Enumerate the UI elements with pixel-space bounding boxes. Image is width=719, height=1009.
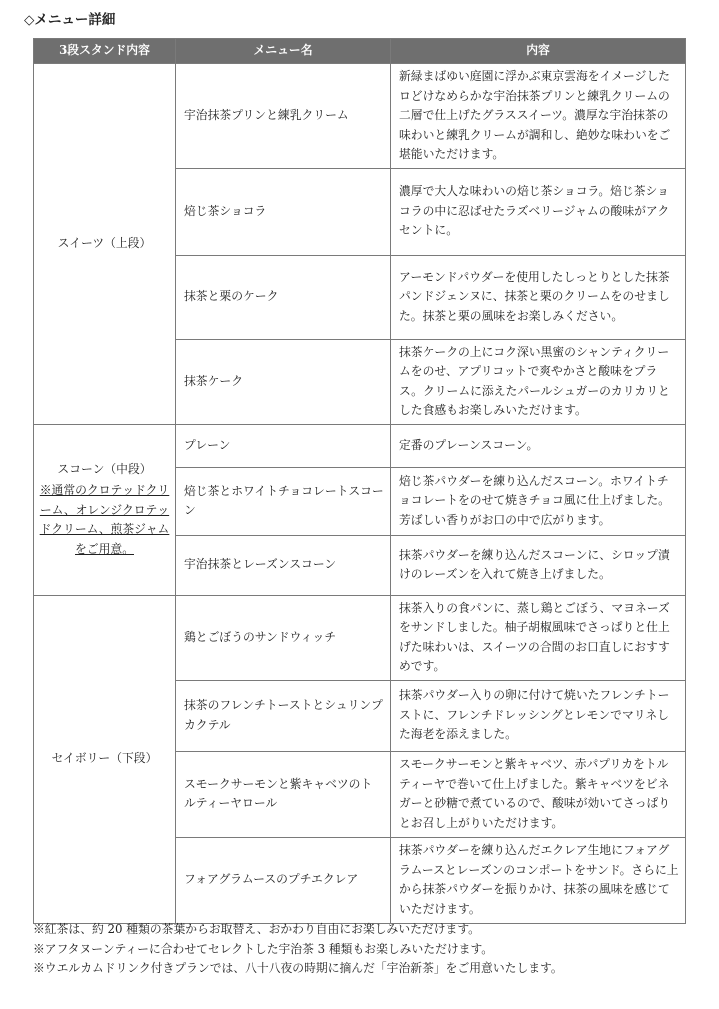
footnotes [33, 920, 693, 979]
menu-description-cell: 抹茶入りの食パンに、蒸し鶏とごぼう、マヨネーズをサンドしました。柚子胡椒風味でさっぱりと仕上げた味わいは、スイーツの合間のお口直しにおすすめです。 [391, 595, 686, 680]
menu-name-cell: 焙じ茶ショコラ [176, 168, 391, 255]
column-header-menu-name: メニュー名 [176, 39, 391, 64]
category-cell-savory [34, 595, 176, 923]
menu-description-cell: 定番のプレーンスコーン。 [391, 424, 686, 467]
menu-name-cell: 宇治抹茶プリンと練乳クリーム [176, 64, 391, 169]
menu-description-cell: 新緑まばゆい庭園に浮かぶ東京雲海をイメージしたロどけなめらかな宇治抹茶プリンと練乳クリームの二層で仕上げたグラススイーツ。濃厚な宇治抹茶の味わいと練乳クリームが調和し、絶妙な味わいをご堪能いただけます。 [391, 64, 686, 169]
menu-description-cell: 焙じ茶パウダーを練り込んだスコーン。ホワイトチョコレートをのせて焼きチョコ風に仕上げました。芳ばしい香りがお口の中で広がります。 [391, 467, 686, 535]
menu-name-cell: フォアグラムースのプチエクレア [176, 837, 391, 923]
menu-description-cell: 抹茶ケークの上にコク深い黒蜜のシャンティクリームをのせ、アプリコットで爽やかさと酸味をプラス。クリームに添えたパールシュガーのカリカリとした食感もお楽しみいただけます。 [391, 339, 686, 424]
category-label: スイーツ（上段） [57, 236, 152, 250]
table-row [34, 595, 686, 680]
category-note: ※通常のクロテッドクリーム、オレンジクロテッドクリーム、煎茶ジャムをご用意。 [39, 483, 170, 556]
table-row [34, 424, 686, 467]
menu-name-cell: 宇治抹茶とレーズンスコーン [176, 535, 391, 595]
menu-description-cell: スモークサーモンと紫キャベツ、赤パプリカをトルティーヤで巻いて仕上げました。紫キャベツをビネガーと砂糖で煮ているので、酸味が効いてさっぱりとお召し上がりいただけます。 [391, 751, 686, 837]
table-row [34, 64, 686, 169]
menu-description-cell: アーモンドパウダーを使用したしっとりとした抹茶パンドジェンヌに、抹茶と栗のクリームをのせました。抹茶と栗の風味をお楽しみください。 [391, 255, 686, 339]
footnote: ※紅茶は、約 20 種類の茶葉からお取替え、おかわり自由にお楽しみいただけます。 [33, 922, 480, 936]
menu-name-cell: 抹茶と栗のケーク [176, 255, 391, 339]
category-cell-sweets [34, 64, 176, 425]
menu-name-cell: プレーン [176, 424, 391, 467]
menu-name-cell: 焙じ茶とホワイトチョコレートスコーン [176, 467, 391, 535]
menu-description-cell: 濃厚で大人な味わいの焙じ茶ショコラ。焙じ茶ショコラの中に忍ばせたラズベリージャムの酸味がアクセントに。 [391, 168, 686, 255]
menu-description-cell: 抹茶パウダー入りの卵に付けて焼いたフレンチトーストに、フレンチドレッシングとレモンでマリネした海老を添えました。 [391, 680, 686, 751]
page-heading: ◇メニュー詳細 [24, 12, 116, 28]
footnote: ※アフタヌーンティーに合わせてセレクトした宇治茶 3 種類もお楽しみいただけます。 [33, 941, 494, 956]
menu-name-cell: スモークサーモンと紫キャベツのトルティーヤロール [176, 751, 391, 837]
footnote: ※ウエルカムドリンク付きプランでは、八十八夜の時期に摘んだ「宇治新茶」をご用意いたします。 [33, 961, 563, 975]
menu-table [33, 38, 686, 924]
column-header-content: 内容 [391, 39, 686, 64]
category-label: スコーン（中段） [57, 461, 152, 476]
category-label: セイボリー（下段） [51, 751, 158, 766]
menu-description-cell: 抹茶パウダーを練り込んだスコーンに、シロップ漬けのレーズンを入れて焼き上げました。 [391, 535, 686, 595]
column-header-stand: 3段スタンド内容 [34, 39, 176, 64]
menu-name-cell: 鶏とごぼうのサンドウィッチ [176, 595, 391, 680]
menu-description-cell: 抹茶パウダーを練り込んだエクレア生地にフォアグラムースとレーズンのコンポートをサンド。さらに上から抹茶パウダーを振りかけ、抹茶の風味を感じていただけます。 [391, 837, 686, 923]
menu-name-cell: 抹茶のフレンチトーストとシュリンプカクテル [176, 680, 391, 751]
table-header-row [34, 39, 686, 64]
menu-name-cell: 抹茶ケーク [176, 339, 391, 424]
category-cell-scones [34, 424, 176, 595]
